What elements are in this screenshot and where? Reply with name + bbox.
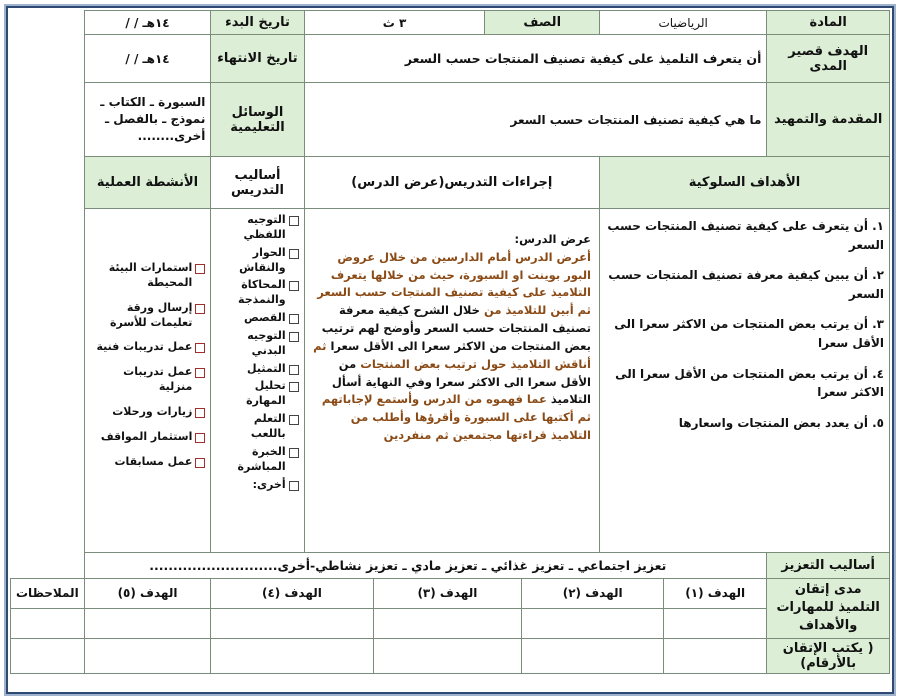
footer-blank: [211, 638, 373, 673]
behavioral-objectives-header: الأهداف السلوكية: [599, 157, 889, 209]
checkbox-icon[interactable]: [289, 415, 299, 425]
goal-4-value[interactable]: [211, 608, 373, 638]
footer-blank: [664, 638, 767, 673]
procedure-part-1: أعرض الدرس أمام الدارسين من خلال عروض البور بوينت او السبورة، حيث من خلالها يتعرف التلاميذ على كيفية تصنيف المنتجات حسب السعر ثم أبين للتلاميذ من: [317, 249, 591, 318]
objective-item: ١. أن يتعرف على كيفية تصنيف المنتجات حسب السعر: [607, 219, 884, 252]
goal-5-header: الهدف (٥): [84, 579, 211, 609]
procedure-heading: عرض الدرس:: [514, 232, 591, 246]
mastery-header-row: [11, 579, 890, 609]
reinforcement-row: [11, 553, 890, 579]
footer-blank: [11, 638, 85, 673]
method-item: المحاكاة والنمذجة: [216, 278, 298, 308]
footer-blank: [522, 638, 664, 673]
start-date-value: / / ١٤هـ: [84, 11, 211, 35]
procedures-header: إجراءات التدريس(عرض الدرس): [304, 157, 599, 209]
footer-blank: [373, 638, 522, 673]
procedure-part-4: من الأقل سعرا الى الاكثر سعرا وفي النهاية أسأل التلاميذ: [331, 356, 591, 407]
procedure-cell: [304, 209, 599, 553]
checkbox-icon[interactable]: [289, 216, 299, 226]
checkbox-icon[interactable]: [289, 249, 299, 259]
checkbox-icon[interactable]: [195, 408, 205, 418]
checkbox-icon[interactable]: [289, 314, 299, 324]
checkbox-icon[interactable]: [195, 343, 205, 353]
objective-item: ٢. أن يبين كيفية معرفة تصنيف المنتجات حسب السعر: [608, 268, 884, 301]
objectives-list: [605, 217, 884, 432]
goal-2-value[interactable]: [522, 608, 664, 638]
mastery-label: مدى إتقان التلميذ للمهارات والأهداف: [767, 579, 890, 639]
checkbox-icon[interactable]: [289, 448, 299, 458]
method-item: التعلم باللعب: [216, 412, 298, 442]
notes-header: الملاحظات: [11, 579, 85, 609]
header-row-2: [11, 35, 890, 83]
method-item: التمثيل: [216, 362, 298, 377]
notes-value[interactable]: [11, 608, 85, 638]
activities-cell: [84, 209, 211, 553]
activity-item: عمل تدريبات فنية: [90, 340, 206, 355]
procedure-part-2: خلال الشرح كيفية معرفة تصنيف المنتجات حسب السعر وأوضح لهم ترتيب بعض المنتجات من الاكثر سعرا الى الأقل سعرا: [321, 303, 591, 353]
procedure-part-3: ثم أناقش التلاميذ حول ترتيب بعض المنتجات: [313, 338, 591, 371]
checkbox-icon[interactable]: [289, 365, 299, 375]
method-item: الحوار والنقاش: [216, 246, 298, 276]
activities-header: الأنشطة العملية: [84, 157, 211, 209]
aids-label: الوسائل التعليمية: [211, 83, 304, 157]
end-date-value: / / ١٤هـ: [84, 35, 211, 83]
header-row-3: [11, 83, 890, 157]
class-value: ٣ ث: [304, 11, 485, 35]
start-date-label: تاريخ البدء: [211, 11, 304, 35]
short-goal-label: الهدف قصير المدى: [767, 35, 890, 83]
footer-row: [11, 638, 890, 673]
end-date-label: تاريخ الانتهاء: [211, 35, 304, 83]
method-item: التوجيه اللفظي: [216, 213, 298, 243]
checkbox-icon[interactable]: [195, 458, 205, 468]
method-item: الخبرة المباشرة: [216, 445, 298, 475]
header-row-1: [11, 11, 890, 35]
checkbox-icon[interactable]: [289, 332, 299, 342]
lesson-plan-table: [10, 10, 890, 674]
subject-label: المادة: [767, 11, 890, 35]
methods-cell: [211, 209, 304, 553]
activity-item: عمل تدريبات منزلية: [90, 365, 206, 395]
goal-5-value[interactable]: [84, 608, 211, 638]
goal-1-value[interactable]: [664, 608, 767, 638]
method-item: أخرى:: [216, 478, 298, 493]
activity-item: إرسال ورقة تعليمات للأسرة: [90, 301, 206, 331]
content-row: [11, 209, 890, 553]
goal-4-header: الهدف (٤): [211, 579, 373, 609]
mastery-values-row: [11, 608, 890, 638]
objective-item: ٣. أن يرتب بعض المنتجات من الاكثر سعرا الى الأقل سعرا: [614, 317, 884, 350]
objectives-cell: [599, 209, 889, 553]
checkbox-icon[interactable]: [195, 368, 205, 378]
methods-list: [216, 213, 298, 492]
column-header-row: [11, 157, 890, 209]
method-item: القصص: [216, 311, 298, 326]
short-goal-value: أن يتعرف التلميذ على كيفية تصنيف المنتجات حسب السعر: [304, 35, 767, 83]
checkbox-icon[interactable]: [195, 264, 205, 274]
reinforcement-label: أساليب التعزيز: [767, 553, 890, 579]
reinforcement-value: تعزيز اجتماعي ـ تعزيز غذائي ـ تعزيز مادي ـ تعزيز نشاطي-أخرى...........................: [84, 553, 767, 579]
procedure-part-5: عما فهموه من الدرس وأستمع لإجاباتهم ثم أكتبها على السبورة وأقرؤها وأطلب من التلاميذ قراءتها مجتمعين ثم منفردين: [321, 392, 591, 442]
objective-item: ٤. أن يرتب بعض المنتجات من الأقل سعرا الى الاكثر سعرا: [615, 366, 884, 400]
goal-1-header: الهدف (١): [664, 579, 767, 609]
methods-header: أساليب التدريس: [211, 157, 304, 209]
procedure-text: [313, 231, 591, 445]
checkbox-icon[interactable]: [289, 382, 299, 392]
activity-item: زيارات ورحلات: [90, 405, 206, 420]
checkbox-icon[interactable]: [289, 481, 299, 491]
checkbox-icon[interactable]: [195, 304, 205, 314]
objective-item: ٥. أن يعدد بعض المنتجات واسعارها: [678, 415, 884, 430]
aids-value: السبورة ـ الكتاب ـ نموذج ـ بالفصل ـ أخرى........: [84, 83, 211, 157]
intro-label: المقدمة والتمهيد: [767, 83, 890, 157]
activity-item: استثمار المواقف: [90, 430, 206, 445]
mastery-footer-note: ( يكتب الإتقان بالأرقام): [767, 638, 890, 673]
goal-3-header: الهدف (٣): [373, 579, 522, 609]
activity-item: عمل مسابقات: [90, 455, 206, 470]
method-item: التوجيه البدني: [216, 329, 298, 359]
method-item: تحليل المهارة: [216, 379, 298, 409]
activity-item: استمارات البيئة المحيطة: [90, 261, 206, 291]
intro-value: ما هي كيفية تصنيف المنتجات حسب السعر: [304, 83, 767, 157]
checkbox-icon[interactable]: [289, 281, 299, 291]
footer-blank: [84, 638, 211, 673]
checkbox-icon[interactable]: [195, 433, 205, 443]
activities-list: [90, 261, 206, 469]
goal-3-value[interactable]: [373, 608, 522, 638]
class-label: الصف: [485, 11, 600, 35]
subject-value: الرياضيات: [599, 11, 766, 35]
goal-2-header: الهدف (٢): [522, 579, 664, 609]
